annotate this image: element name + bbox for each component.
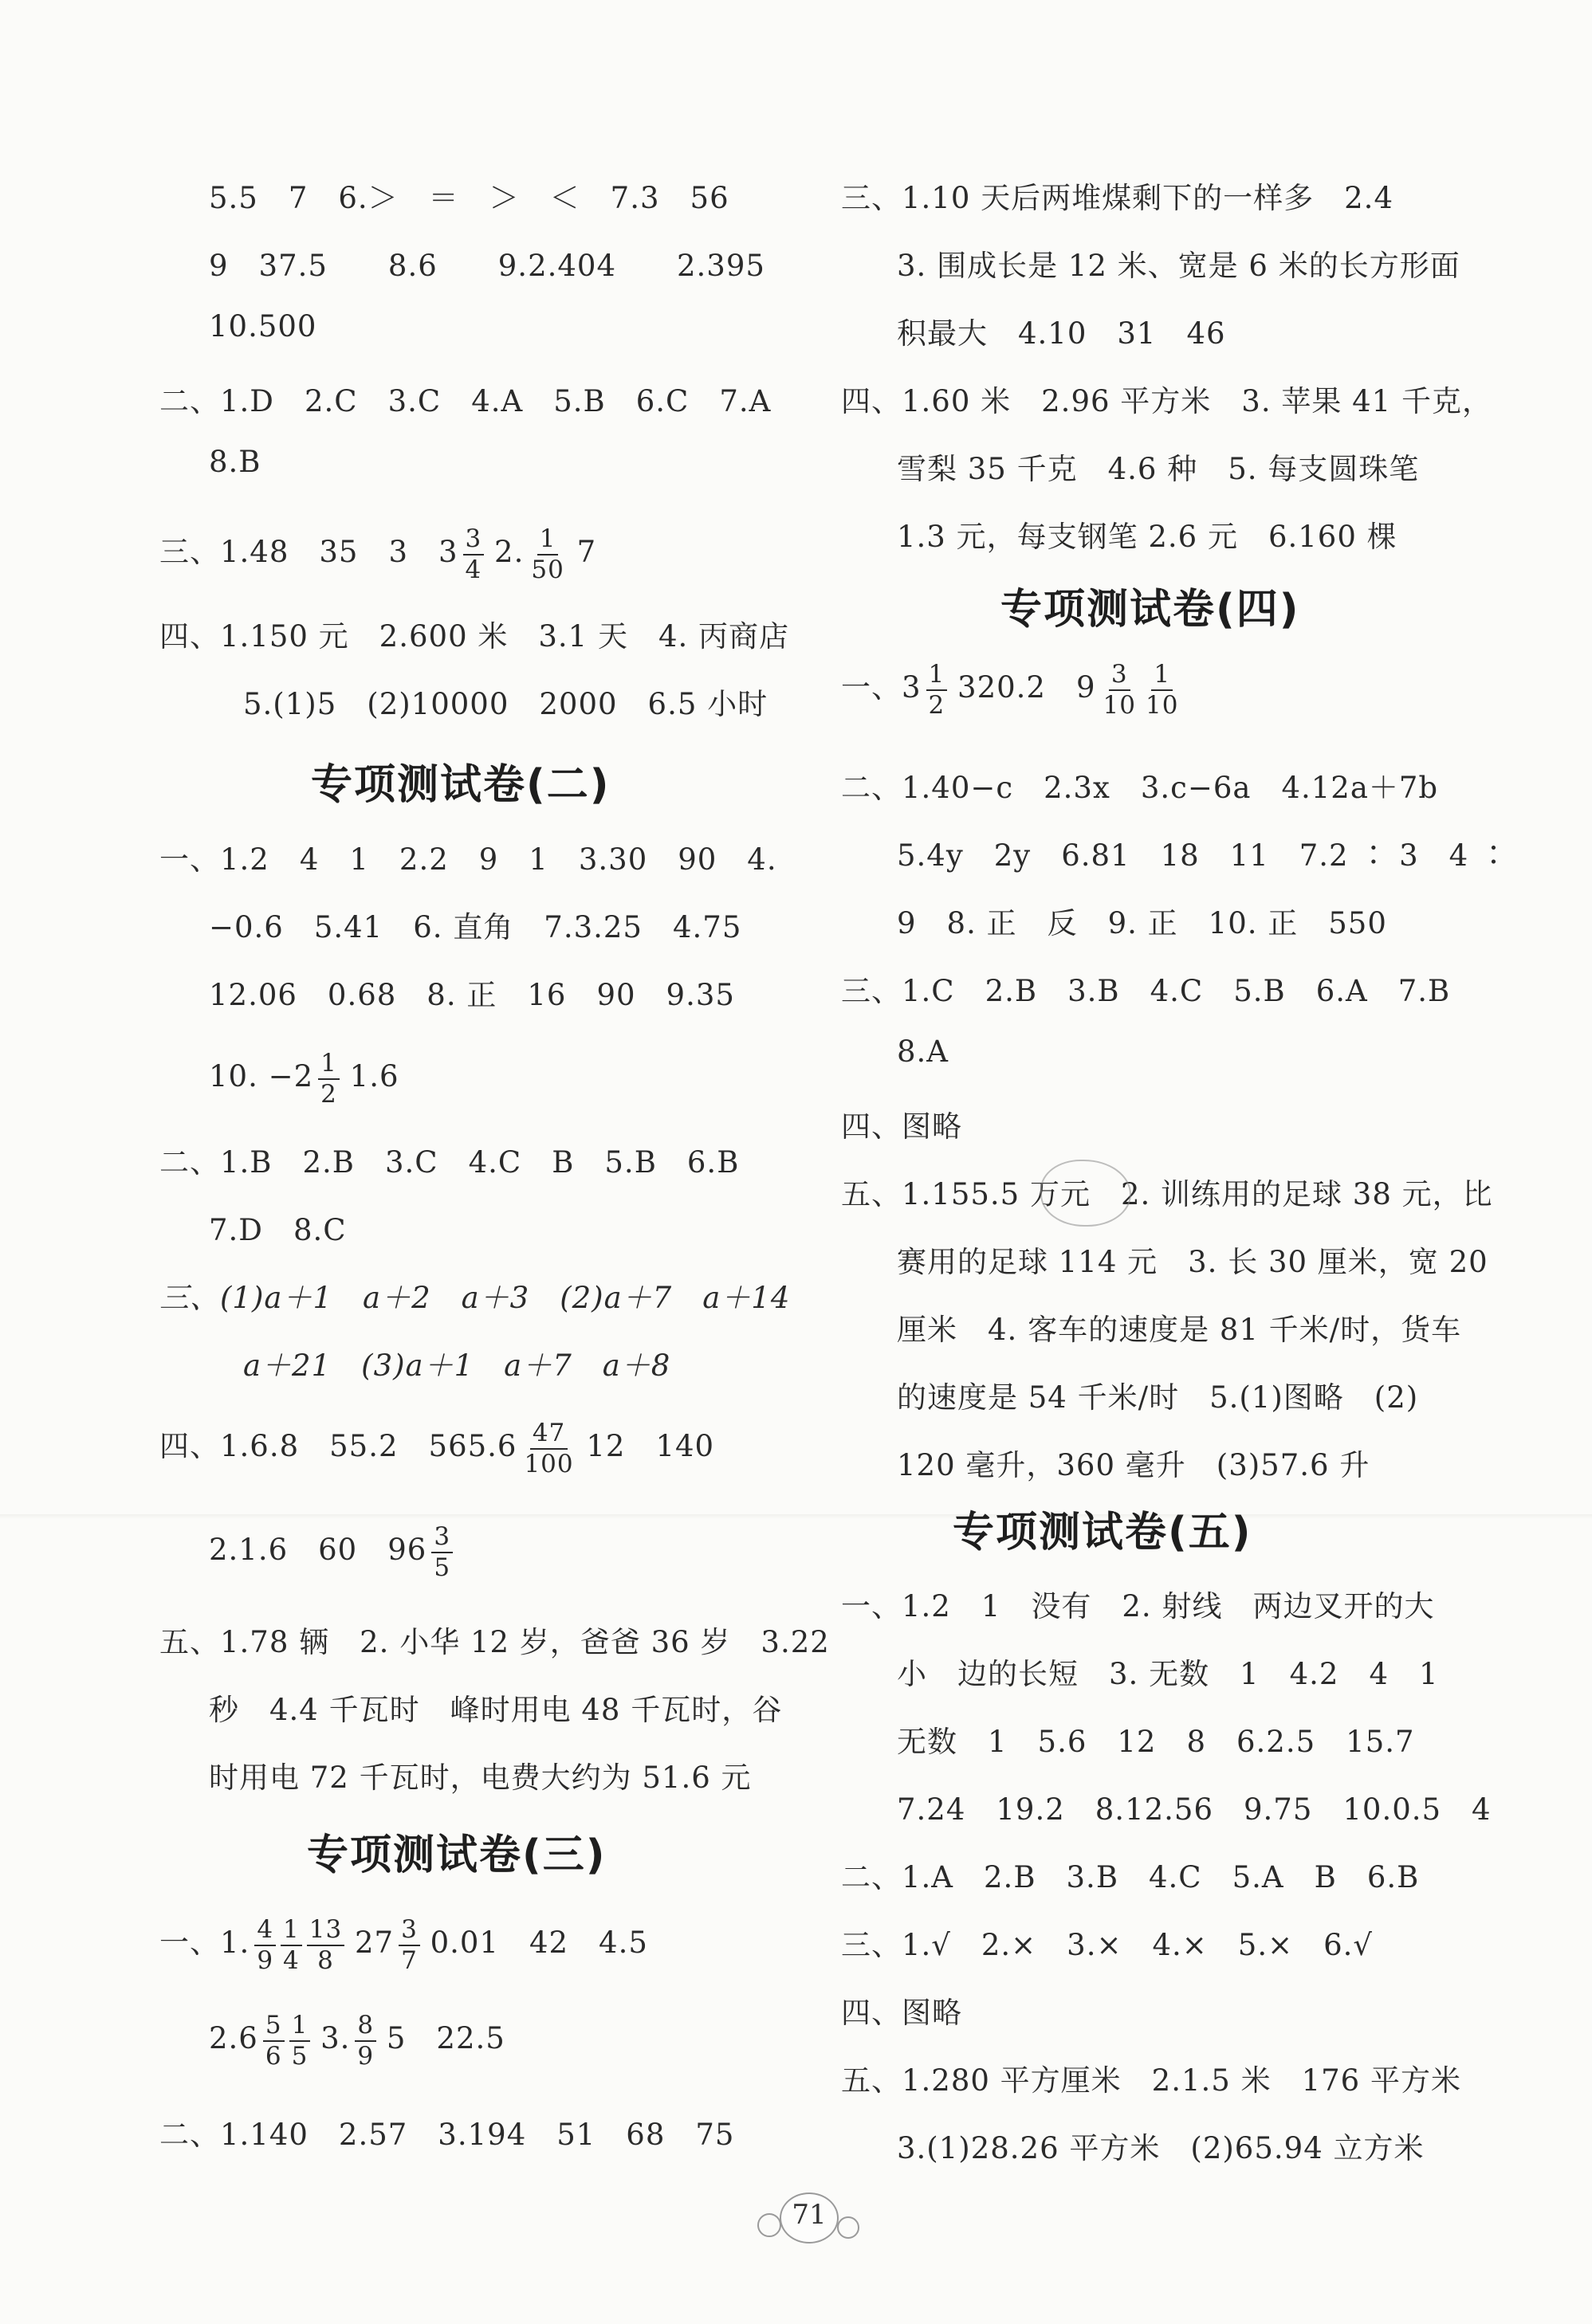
answer-line: 二、1.140 2.57 3.194 51 68 75: [159, 2118, 735, 2152]
answer-text: 3.: [320, 2021, 351, 2056]
answer-line: 赛用的足球 114 元 3. 长 30 厘米，宽 20: [897, 1245, 1488, 1279]
fraction-denominator: 9: [257, 1945, 274, 1975]
fraction-numerator: 3: [463, 526, 485, 555]
answer-text: 一、3: [841, 670, 922, 705]
answer-line: 三、1.√ 2.× 3.× 4.× 5.× 6.√: [841, 1928, 1373, 1962]
fraction-denominator: 2: [320, 1079, 337, 1109]
answer-text: 四、1.6.8 55.2 565.6: [159, 1429, 517, 1464]
answer-line: 8.B: [209, 445, 261, 479]
fraction-numerator: 1: [318, 1050, 340, 1080]
stamp-watermark: [1040, 1160, 1131, 1227]
answer-line: 积最大 4.10 31 46: [897, 316, 1226, 351]
fraction-numerator: 3: [399, 1917, 420, 1946]
fraction-denominator: 5: [434, 1553, 451, 1582]
section-title: 专项测试卷(二): [311, 761, 611, 809]
answer-line: 小 边的长短 3. 无数 1 4.2 4 1: [897, 1657, 1439, 1691]
fraction-numerator: 1: [281, 1917, 302, 1946]
answer-line: 120 毫升，360 毫升 (3)57.6 升: [897, 1448, 1370, 1482]
fraction: [521, 1420, 576, 1477]
fraction-denominator: 6: [265, 2041, 282, 2071]
answer-line: 四、1.150 元 2.600 米 3.1 天 4. 丙商店: [159, 619, 790, 654]
answer-text: 0.01 42 4.5: [430, 1926, 648, 1961]
fraction: [355, 2012, 376, 2069]
answer-line: 五、1.78 辆 2. 小华 12 岁，爸爸 36 岁 3.22: [159, 1625, 830, 1659]
answer-line: 三、(1)a＋1 a＋2 a＋3 (2)a＋7 a＋14: [159, 1281, 791, 1315]
fraction-denominator: 9: [357, 2041, 375, 2071]
answer-line: 一、1.2 1 没有 2. 射线 两边叉开的大: [841, 1589, 1435, 1623]
fraction-denominator: 8: [317, 1945, 334, 1975]
answer-line: 三、1.C 2.B 3.B 4.C 5.B 6.A 7.B: [841, 974, 1451, 1008]
answer-text: 10. −2: [209, 1059, 314, 1094]
fraction: [318, 1050, 340, 1107]
answer-text: 27: [355, 1926, 395, 1961]
answer-line: 7.24 19.2 8.12.56 9.75 10.0.5 4: [897, 1792, 1492, 1827]
answer-line: 五、1.280 平方厘米 2.1.5 米 176 平方米: [841, 2063, 1461, 2098]
fraction: [281, 1917, 302, 1973]
answer-line: a＋21 (3)a＋1 a＋7 a＋8: [243, 1348, 671, 1383]
answer-line: 三、1.10 天后两堆煤剩下的一样多 2.4: [841, 181, 1393, 215]
answer-text: 2.: [494, 535, 525, 570]
fraction-denominator: 5: [291, 2041, 309, 2071]
section-title: 专项测试卷(五): [953, 1509, 1252, 1557]
fraction-numerator: 8: [355, 2012, 376, 2042]
answer-line: 二、1.B 2.B 3.C 4.C B 5.B 6.B: [159, 1145, 740, 1180]
fraction: [263, 2012, 285, 2069]
fraction-numerator: 1: [926, 661, 948, 691]
answer-text: 12 140: [586, 1429, 715, 1464]
fraction: [463, 526, 485, 583]
answer-line: 二、1.D 2.C 3.C 4.A 5.B 6.C 7.A: [159, 384, 772, 418]
fraction: [1101, 661, 1138, 718]
answer-line: 5.5 7 6.＞ ＝ ＞ ＜ 7.3 56: [209, 181, 729, 215]
answer-line: 二、1.40−c 2.3x 3.c−6a 4.12a＋7b: [841, 771, 1439, 805]
answer-line: 秒 4.4 千瓦时 峰时用电 48 千瓦时，谷: [209, 1693, 783, 1727]
page-number-badge: [757, 2188, 861, 2244]
answer-line: 9 37.5 8.6 9.2.404 2.395: [209, 249, 765, 283]
answer-text: 三、1.48 35 3 3: [159, 535, 458, 570]
answer-line: 雪梨 35 千克 4.6 种 5. 每支圆珠笔: [897, 452, 1420, 486]
answer-line: 7.D 8.C: [209, 1213, 347, 1247]
fraction-numerator: 1: [537, 526, 559, 555]
answer-line: 9 8. 正 反 9. 正 10. 正 550: [897, 906, 1387, 940]
fraction-denominator: 10: [1103, 690, 1136, 720]
fraction-numerator: 3: [431, 1524, 453, 1553]
section-title: 专项测试卷(四): [1000, 586, 1300, 634]
answer-line: 二、1.A 2.B 3.B 4.C 5.A B 6.B: [841, 1860, 1420, 1894]
answer-line: 的速度是 54 千米/时 5.(1)图略 (2): [897, 1380, 1419, 1415]
fraction-numerator: 1: [1151, 661, 1173, 691]
fraction: [926, 661, 948, 718]
answer-line: 10.500: [209, 309, 317, 343]
answer-line-with-fractions: [159, 1917, 648, 1973]
fraction-denominator: 4: [465, 555, 482, 584]
answer-line-with-fractions: [159, 1420, 714, 1477]
fraction: [529, 526, 566, 583]
fraction-numerator: 1: [289, 2012, 311, 2042]
fraction-denominator: 50: [531, 555, 564, 584]
fraction-denominator: 2: [928, 690, 945, 720]
answer-line: 8.A: [897, 1034, 949, 1069]
fraction-denominator: 100: [524, 1449, 574, 1478]
answer-line: 一、1.2 4 1 2.2 9 1 3.30 90 4.: [159, 842, 777, 877]
fraction-denominator: 7: [401, 1945, 418, 1975]
fraction: [431, 1524, 453, 1580]
answer-line: 四、图略: [841, 1109, 962, 1144]
answer-line: 5.4y 2y 6.81 18 11 7.2 ∶ 3 4 ∶: [897, 838, 1509, 873]
answer-line: 无数 1 5.6 12 8 6.2.5 15.7: [897, 1725, 1415, 1759]
fraction-numerator: 47: [530, 1420, 568, 1450]
answer-text: 5 22.5: [386, 2021, 505, 2056]
fraction: [289, 2012, 311, 2069]
answer-line-with-fractions: [841, 661, 1181, 718]
answer-text: 1.6: [349, 1059, 399, 1094]
answer-line-with-fractions: [209, 1050, 399, 1107]
answer-line: 四、1.60 米 2.96 平方米 3. 苹果 41 千克，: [841, 384, 1492, 418]
answer-line: 厘米 4. 客车的速度是 81 千米/时，货车: [897, 1313, 1462, 1347]
answer-line: 3. 围成长是 12 米、宽是 6 米的长方形面: [897, 249, 1460, 283]
answer-text: 一、1.: [159, 1926, 250, 1961]
answer-line-with-fractions: [209, 1524, 453, 1580]
answer-line: 四、图略: [841, 1996, 962, 2030]
answer-line: 3.(1)28.26 平方米 (2)65.94 立方米: [897, 2131, 1425, 2165]
fraction-numerator: 13: [307, 1917, 344, 1946]
fraction-denominator: 4: [283, 1945, 300, 1975]
answer-text: 320.2 9: [957, 670, 1096, 705]
page-number: 71: [792, 2199, 827, 2231]
fraction: [307, 1917, 344, 1973]
answer-line: 五、1.155.5 万元 2. 训练用的足球 38 元，比: [841, 1177, 1493, 1211]
fraction-numerator: 3: [1109, 661, 1130, 691]
bubble-decoration: [837, 2216, 859, 2239]
answer-text: 2.6: [209, 2021, 258, 2056]
section-title: 专项测试卷(三): [307, 1831, 607, 1879]
fraction-denominator: 10: [1145, 690, 1179, 720]
answer-text: 7: [576, 535, 597, 570]
answer-text: 2.1.6 60 96: [209, 1533, 427, 1568]
fraction: [399, 1917, 420, 1973]
fraction: [1143, 661, 1181, 718]
bubble-decoration: [757, 2213, 781, 2237]
answer-line: 5.(1)5 (2)10000 2000 6.5 小时: [243, 687, 768, 721]
fraction: [254, 1917, 276, 1973]
answer-line: 1.3 元，每支钢笔 2.6 元 6.160 棵: [897, 520, 1397, 554]
answer-line: −0.6 5.41 6. 直角 7.3.25 4.75: [209, 910, 742, 944]
answer-line: 时用电 72 千瓦时，电费大约为 51.6 元: [209, 1761, 752, 1795]
answer-line: 12.06 0.68 8. 正 16 90 9.35: [209, 978, 735, 1012]
fraction-numerator: 4: [254, 1917, 276, 1946]
answer-line-with-fractions: [159, 526, 596, 583]
answer-line-with-fractions: [209, 2012, 505, 2069]
page-fold-shadow: [0, 1514, 1592, 1519]
fraction-numerator: 5: [263, 2012, 285, 2042]
